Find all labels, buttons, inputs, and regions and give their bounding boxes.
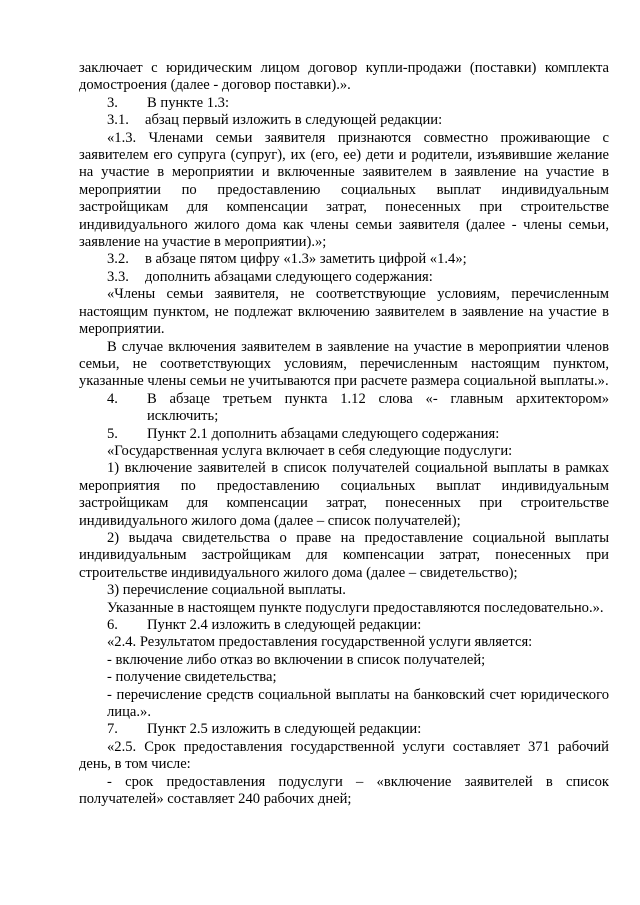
paragraph-intro: заключает с юридическим лицом договор купли-продажи (поставки) комплекта домостроения (далее - договор поставки).». [79, 60, 609, 94]
subitem-text: дополнить абзацами следующего содержания: [145, 268, 433, 285]
subitem-3-1 [79, 112, 609, 129]
item-number: 6. [107, 617, 118, 633]
subitem-3-3 [79, 269, 609, 286]
quote-2-4: «2.4. Результатом предоставления государственной услуги является: [107, 634, 533, 651]
paragraph-sequential: Указанные в настоящем пункте подуслуги предоставляются последовательно.». [107, 599, 604, 616]
subservice-3: 3) перечисление социальной выплаты. [107, 582, 346, 599]
document-page [79, 60, 609, 808]
item-text: Пункт 2.4 изложить в следующей редакции: [147, 617, 422, 633]
item-7 [79, 721, 609, 738]
dash-item-inclusion: - включение либо отказ во включении в список получателей; [107, 651, 486, 668]
item-5 [79, 426, 609, 443]
item-text: Пункт 2.1 дополнить абзацами следующего содержания: [147, 425, 500, 442]
item-3 [79, 95, 609, 112]
item-text: В абзаце третьем пункта 1.12 слова «- главным архитектором» исключить; [147, 390, 609, 425]
quote-family-members: «Члены семьи заявителя, не соответствующие условиям, перечисленным настоящим пунктом, не подлежат включению заявителем в заявление на участие в мероприятии. [79, 286, 609, 338]
subitem-number: 3.1. [107, 112, 129, 129]
subitem-number: 3.3. [107, 268, 129, 285]
item-text: Пункт 2.5 изложить в следующей редакции: [147, 721, 422, 738]
paragraph-inclusion-case: В случае включения заявителем в заявление на участие в мероприятии членов семьи, не соответствующих условиям, перечисленным настоящим пунктом, указанные члены семьи не учитываются при расчете размера социальной выплаты.». [79, 338, 609, 390]
subitem-text: абзац первый изложить в следующей редакции: [145, 112, 443, 129]
item-4 [79, 391, 609, 426]
subservice-1: 1) включение заявителей в список получателей социальной выплаты в рамках мероприятия по предоставлению социальных выплат индивидуальным застройщикам для компенсации затрат, понесенных при строительстве индивидуального жилого дома (далее – список получателей); [79, 460, 609, 529]
subitem-3-2 [79, 251, 609, 268]
item-number: 3. [107, 94, 118, 111]
quote-2-5: «2.5. Срок предоставления государственной услуги составляет 371 рабочий день, в том числе: [79, 738, 609, 773]
item-number: 5. [107, 425, 118, 442]
dash-item-transfer: - перечисление средств социальной выплаты на банковский счет юридического лица.». [107, 686, 609, 721]
item-6 [79, 617, 609, 634]
quote-1-3: «1.3. Членами семьи заявителя признаются совместно проживающие с заявителем его супруга (супруг), их (его, ее) дети и родители, изъявившие желание на участие в мероприятии и включенные заявителем в заявление на участие в мероприятии по предоставлению социальных выплат индивидуальным застройщикам для компенсации затрат, понесенных при строительстве индивидуального жилого дома как члены семьи заявителя (далее - члены семьи, заявление на участие в мероприятии).»; [79, 129, 609, 251]
item-number: 7. [107, 721, 118, 738]
dash-item-certificate: - получение свидетельства; [107, 669, 277, 686]
item-number: 4. [107, 390, 118, 407]
subitem-text: в абзаце пятом цифру «1.3» заметить цифрой «1.4»; [145, 251, 467, 268]
item-text: В пункте 1.3: [147, 94, 229, 111]
dash-item-term: - срок предоставления подуслуги – «включение заявителей в список получателей» составляет 240 рабочих дней; [79, 773, 609, 808]
quote-service-subservices: «Государственная услуга включает в себя следующие подуслуги: [107, 442, 513, 459]
subservice-2: 2) выдача свидетельства о праве на предоставление социальной выплаты индивидуальным застройщикам для компенсации затрат, понесенных при строительстве индивидуального жилого дома (далее – свидетельство); [79, 529, 609, 581]
subitem-number: 3.2. [107, 251, 129, 268]
